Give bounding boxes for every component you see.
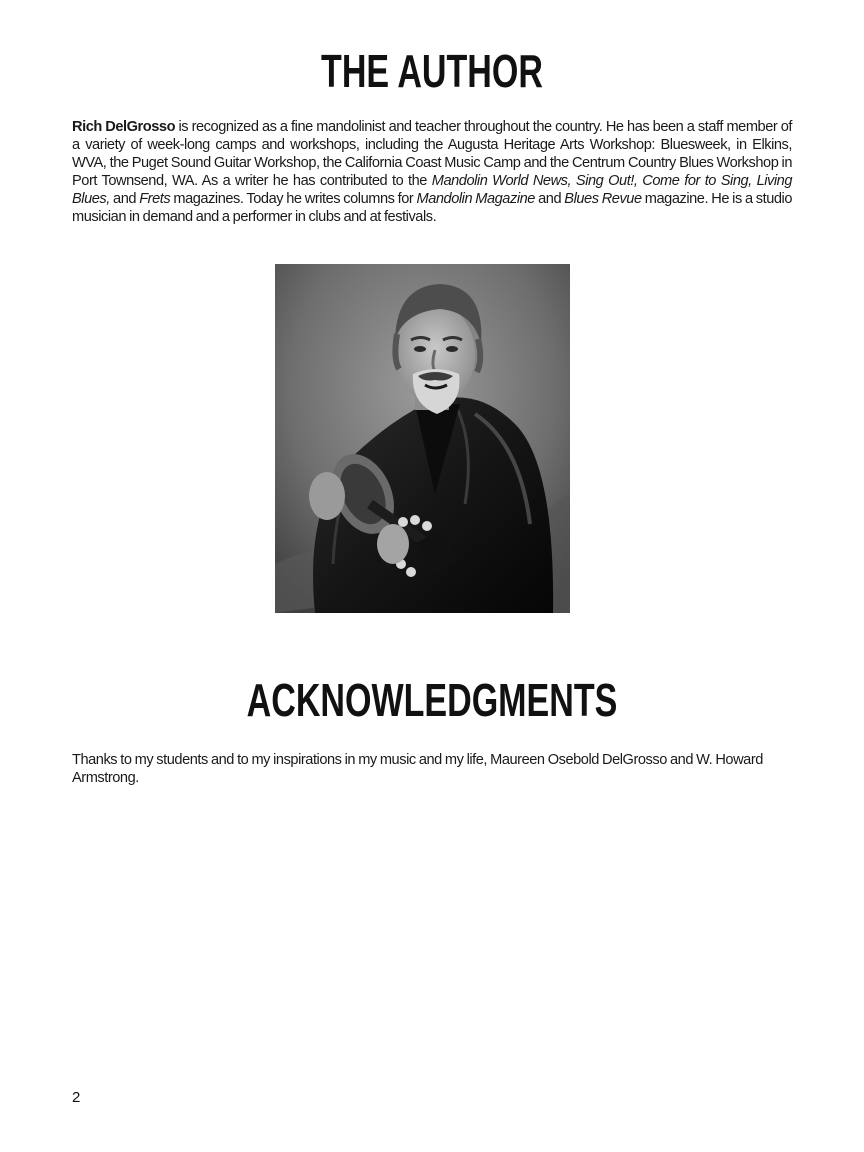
author-heading: THE AUTHOR (321, 45, 543, 97)
author-name: Rich DelGrosso (72, 119, 176, 135)
acknowledgments-text: Thanks to my students and to my inspirations in my music and my life, Maureen Osebold DelGrosso and W. Howard Armstrong. (72, 752, 763, 786)
acknowledgments-heading: ACKNOWLEDGMENTS (246, 674, 618, 726)
bio-publication-mandolin-magazine: Mandolin Magazine (416, 191, 535, 207)
bio-publications-1: Mandolin World News, Sing Out!, Come for to Sing, Living Blues, (72, 173, 792, 207)
bio-publication-frets: Frets (139, 191, 171, 207)
author-photo (275, 264, 570, 613)
page-number: 2 (72, 1089, 81, 1106)
bio-publication-blues-revue: Blues Revue (564, 191, 642, 207)
bio-text-5: magazine. He is a studio musician in demand and a performer in clubs and at festivals. (72, 191, 793, 225)
bio-text-1: is recognized as a fine mandolinist and teacher throughout the country. He has been a staff member of a variety of week-long camps and workshops, including the Augusta Heritage Arts Workshop: Bluesweek, in Elkins, WVA, the Puget Sound Guitar Workshop, the California Coast Music Camp and the Centrum Country Blues Workshop in Port Townsend, WA. As a writer he has contributed to the (72, 119, 793, 189)
bio-text-3: magazines. Today he writes columns for (170, 191, 417, 207)
author-bio (72, 118, 792, 226)
bio-text-2: and (109, 191, 140, 207)
bio-text-4: and (534, 191, 565, 207)
author-photo-illustration (275, 264, 570, 613)
